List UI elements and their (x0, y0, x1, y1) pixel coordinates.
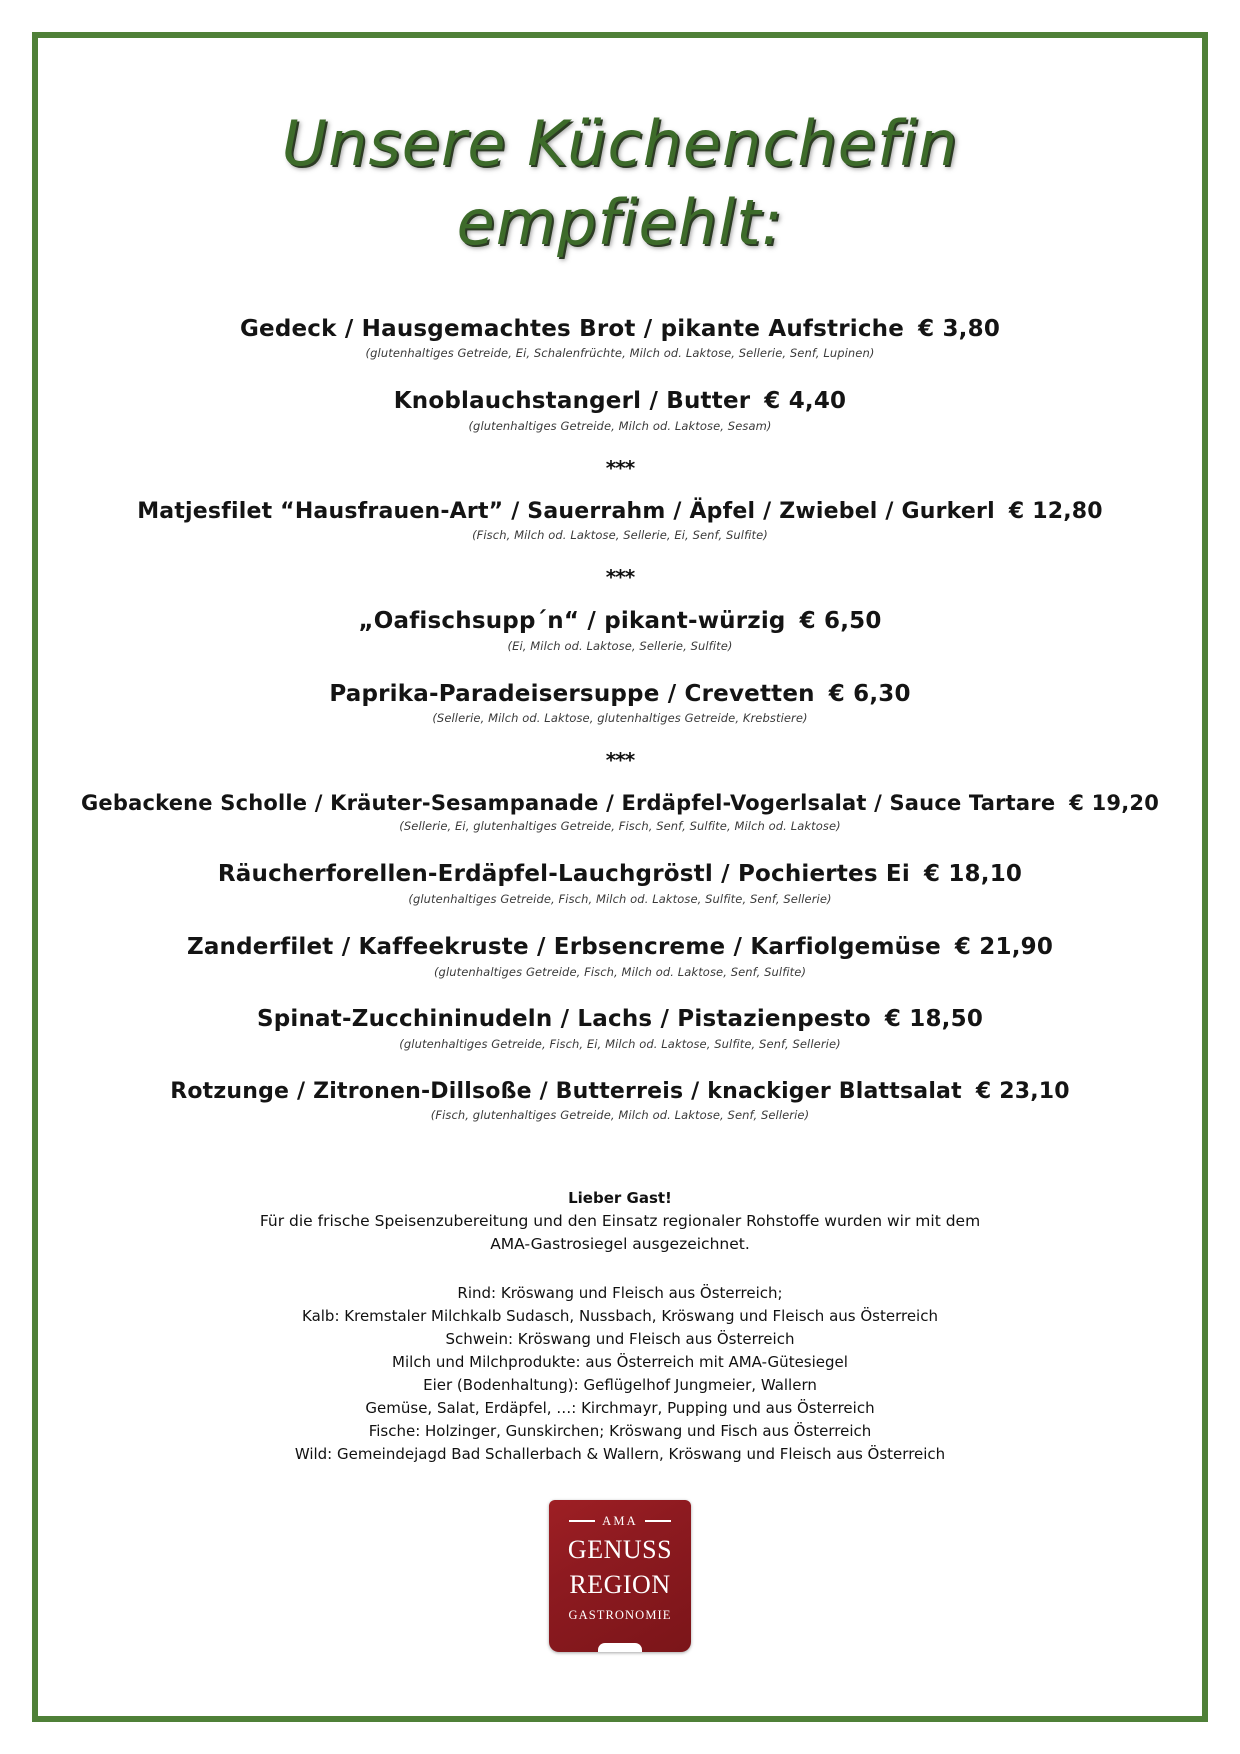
menu-section-starters (60, 315, 1180, 434)
menu-item (60, 607, 1180, 654)
ama-logo-line-2: REGION (569, 1569, 671, 1599)
origin-source-line: Wild: Gemeindejagd Bad Schallerbach & Wallern, Kröswang und Fleisch aus Österreich (294, 1444, 946, 1463)
menu-item-main (60, 387, 1180, 416)
origin-source-line: Fische: Holzinger, Gunskirchen; Kröswang und Fisch aus Österreich (368, 1421, 872, 1440)
menu-item-main (60, 1005, 1180, 1034)
menu-item (60, 498, 1180, 543)
menu-section-mains (60, 790, 1180, 1123)
menu-item-name: Paprika-Paradeisersuppe / Crevetten (329, 680, 815, 707)
menu-item (60, 933, 1180, 980)
menu-item-price: € 6,50 (799, 608, 882, 635)
menu-item-price: € 21,90 (954, 933, 1054, 960)
menu-item-main (60, 315, 1180, 344)
origin-source-line: Schwein: Kröswang und Fleisch aus Österreich (445, 1330, 795, 1349)
origin-source-line: Kalb: Kremstaler Milchkalb Sudasch, Nussbach, Kröswang und Fleisch aus Österreich (302, 1307, 938, 1326)
menu-item (60, 315, 1180, 362)
menu-item-name: Gebackene Scholle / Kräuter-Sesampanade / Erdäpfel-Vogerlsalat / Sauce Tartare (80, 791, 1056, 816)
origin-source-line: Gemüse, Salat, Erdäpfel, …: Kirchmayr, Pupping und aus Österreich (365, 1398, 875, 1417)
menu-item (60, 387, 1180, 434)
menu-item-price: € 6,30 (828, 680, 911, 707)
menu-item-name: Zanderfilet / Kaffeekruste / Erbsencreme / Karfiolgemüse (186, 933, 941, 960)
rule-left-icon (569, 1520, 595, 1522)
section-separator: *** (605, 565, 635, 590)
menu-item-allergens: (Sellerie, Ei, glutenhaltiges Getreide, Fisch, Senf, Sulfite, Milch od. Laktose) (399, 819, 841, 834)
page-title (60, 60, 1180, 263)
menu-item-name: Rotzunge / Zitronen-Dillsoße / Butterreis / knackiger Blattsalat (170, 1078, 962, 1104)
menu-item-name: Spinat-Zucchininudeln / Lachs / Pistazienpesto (256, 1006, 871, 1033)
menu-item-name: Matjesfilet “Hausfrauen-Art” / Sauerrahm / Äpfel / Zwiebel / Gurkerl (137, 498, 995, 524)
menu-item-main (60, 607, 1180, 636)
menu-item (60, 1078, 1180, 1123)
guest-note (60, 1187, 1180, 1256)
menu-item-allergens: (glutenhaltiges Getreide, Ei, Schalenfrüchte, Milch od. Laktose, Sellerie, Senf, Lupinen) (365, 346, 875, 361)
menu-item-allergens: (glutenhaltiges Getreide, Milch od. Laktose, Sesam) (468, 419, 772, 434)
menu-item-main (60, 680, 1180, 709)
menu-item-main (60, 933, 1180, 962)
menu-list (60, 315, 1180, 1123)
menu-item-name: Gedeck / Hausgemachtes Brot / pikante Aufstriche (239, 315, 905, 342)
guest-note-heading: Lieber Gast! (568, 1189, 672, 1208)
ama-genuss-region-logo (549, 1500, 691, 1652)
page-title-line-2: empfiehlt: (456, 186, 784, 260)
menu-item-allergens: (Ei, Milch od. Laktose, Sellerie, Sulfite) (507, 638, 733, 653)
menu-item-main (60, 498, 1180, 526)
rule-right-icon (645, 1520, 671, 1522)
ama-logo-top-row (549, 1514, 691, 1529)
section-separator: *** (605, 455, 635, 480)
menu-section-soups (60, 607, 1180, 726)
menu-item-price: € 4,40 (764, 388, 847, 415)
origin-source-line: Milch und Milchprodukte: aus Österreich mit AMA-Gütesiegel (392, 1353, 848, 1371)
menu-item-main (60, 1078, 1180, 1106)
menu-item-name: Räucherforellen-Erdäpfel-Lauchgröstl / Pochiertes Ei (217, 861, 910, 888)
menu-item-price: € 12,80 (1008, 498, 1103, 524)
menu-item-allergens: (Fisch, Milch od. Laktose, Sellerie, Ei, Senf, Sulfite) (472, 528, 768, 543)
menu-item-allergens: (glutenhaltiges Getreide, Fisch, Milch od. Laktose, Senf, Sulfite) (433, 964, 807, 979)
menu-item (60, 790, 1180, 834)
menu-item-allergens: (glutenhaltiges Getreide, Fisch, Milch od. Laktose, Sulfite, Senf, Sellerie) (408, 892, 832, 906)
section-separator: *** (605, 748, 635, 773)
menu-item (60, 680, 1180, 727)
origin-source-line: Eier (Bodenhaltung): Geflügelhof Jungmeier, Wallern (423, 1375, 817, 1394)
ama-logo-line-1: GENUSS (567, 1534, 673, 1564)
menu-item-price: € 19,20 (1069, 791, 1160, 816)
menu-item (60, 1005, 1180, 1052)
logo-container (60, 1500, 1180, 1652)
guest-note-line: AMA-Gastrosiegel ausgezeichnet. (490, 1234, 750, 1253)
menu-item-price: € 18,50 (884, 1006, 984, 1033)
menu-item-name: „Oafischsupp´n“ / pikant-würzig (358, 608, 786, 635)
menu-item-price: € 18,10 (923, 861, 1023, 888)
origin-source-line: Rind: Kröswang und Fleisch aus Österreich; (457, 1284, 783, 1303)
menu-item-allergens: (glutenhaltiges Getreide, Fisch, Ei, Milch od. Laktose, Sulfite, Senf, Sellerie) (399, 1037, 841, 1052)
menu-item-allergens: (Fisch, glutenhaltiges Getreide, Milch od. Laktose, Senf, Sellerie) (430, 1108, 810, 1123)
ama-logo-subtitle: GASTRONOMIE (568, 1607, 672, 1622)
ama-logo-label: AMA (602, 1513, 638, 1528)
menu-item-main (60, 860, 1180, 889)
menu-item-main (60, 790, 1180, 816)
menu-section-cold-starter (60, 498, 1180, 543)
menu-item (60, 860, 1180, 907)
guest-note-line: Für die frische Speisenzubereitung und den Einsatz regionaler Rohstoffe wurden wir mit dem (259, 1211, 981, 1230)
menu-item-name: Knoblauchstangerl / Butter (393, 388, 751, 415)
origin-sources-list (60, 1282, 1180, 1466)
page-content (60, 60, 1180, 1694)
menu-item-price: € 3,80 (918, 315, 1001, 342)
menu-item-allergens: (Sellerie, Milch od. Laktose, glutenhaltiges Getreide, Krebstiere) (432, 711, 808, 726)
menu-item-price: € 23,10 (975, 1078, 1070, 1104)
page-title-line-1: Unsere Küchenchefin (281, 107, 959, 180)
